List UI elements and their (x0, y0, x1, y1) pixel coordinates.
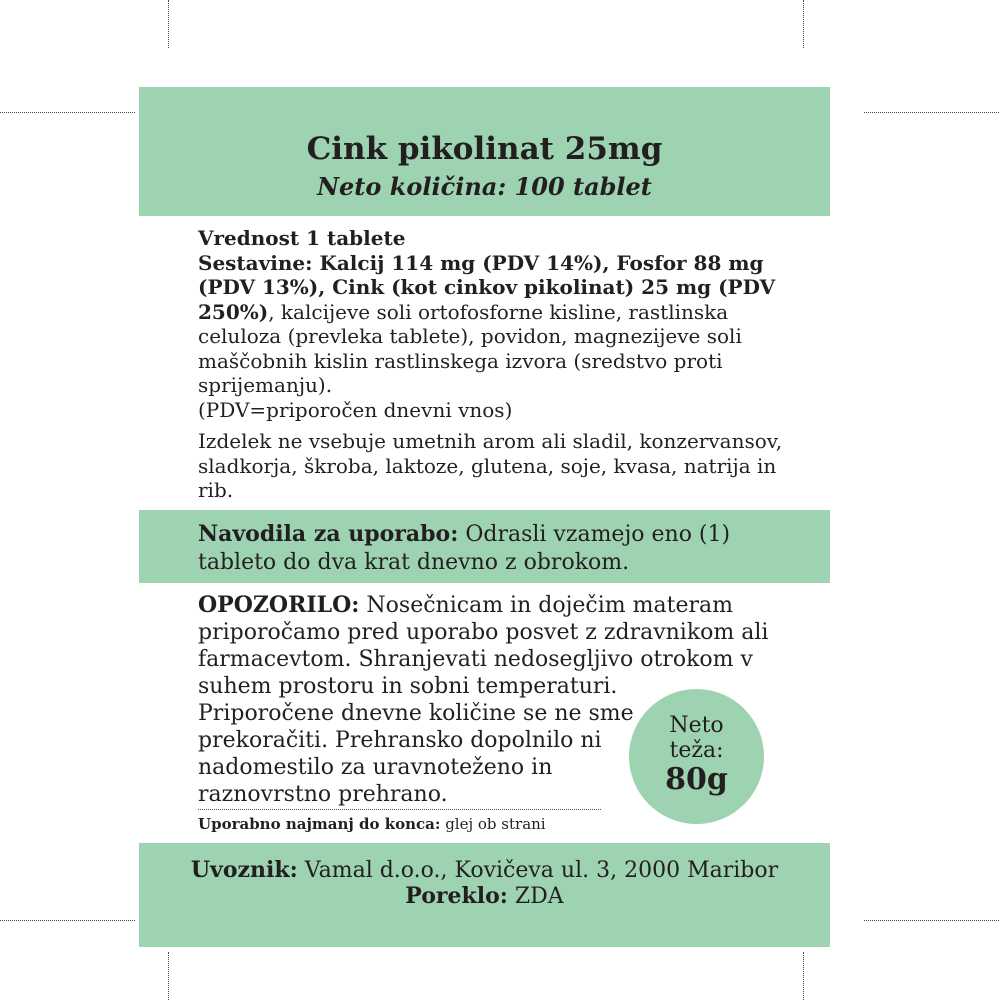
product-title: Cink pikolinat 25mg (306, 131, 663, 167)
net-weight-label-2: teža: (669, 738, 724, 763)
warning-line: OPOZORILO: Nosečnicam in doječim materam (198, 592, 733, 618)
warning-line: nadomestilo za uravnoteženo in (198, 755, 553, 780)
net-quantity: Neto količina: 100 tablet (317, 172, 652, 201)
importer-value: Vamal d.o.o., Kovičeva ul. 3, 2000 Maribor (297, 858, 779, 883)
usage-text: Odrasli vzamejo eno (1) tableto do dva krat dnevno z obrokom. (198, 522, 731, 575)
warning-line: raznovrstno prehrano. (198, 782, 448, 807)
ingredients-main: Sestavine: Kalcij 114 mg (PDV 14%), Fosfor 88 mg (PDV 13%), Cink (kot cinkov pikolinat) 25 mg (PDV 250%) (198, 250, 776, 324)
best-before (198, 814, 546, 834)
ingredients-rest: , kalcijeve soli ortofosforne kisline, rastlinska celuloza (prevleka tablete), povidon, magnezijeve soli maščobnih kislin rastlinskega izvora (sredstvo proti sprijemanju). (198, 299, 742, 397)
warning-line: priporočamo pred uporabo posvet z zdravnikom ali (198, 620, 769, 645)
best-before-label: Uporabno najmanj do konca: (198, 815, 441, 833)
warning-line: farmacevtom. Shranjevati nedosegljivo otrokom v (198, 647, 753, 672)
origin-label: Poreklo: (405, 883, 508, 909)
crop-mark-right-bottom (864, 920, 999, 921)
importer-label: Uvoznik: (190, 857, 298, 883)
net-weight-label-1: Neto (669, 713, 724, 738)
usage-instructions (198, 520, 808, 577)
free-of-statement: Izdelek ne vsebuje umetnih arom ali sladil, konzervansov, sladkorja, škroba, laktoze, glutena, soje, kvasa, natrija in rib. (198, 429, 783, 502)
composition-block (198, 226, 798, 422)
crop-mark-right-top (864, 112, 999, 113)
origin-value: ZDA (507, 884, 564, 909)
net-weight-value: 80g (665, 762, 728, 797)
value-per-tablet: Vrednost 1 tablete (198, 226, 406, 250)
warning-line: suhem prostoru in sobni temperaturi. (198, 674, 618, 699)
net-weight-badge (629, 689, 764, 824)
warning-label: OPOZORILO: (198, 592, 360, 618)
crop-mark-left-bottom (0, 920, 135, 921)
warning-line: prekoračiti. Prehransko dopolnilo ni (198, 728, 602, 753)
best-before-value: glej ob strani (440, 815, 546, 833)
importer-line (139, 857, 830, 884)
origin-line (139, 883, 830, 910)
pdv-note: (PDV=priporočen dnevni vnos) (198, 397, 513, 422)
warning-line: Priporočene dnevne količine se ne sme (198, 701, 634, 726)
usage-label: Navodila za uporabo: (198, 521, 459, 547)
crop-mark-left-top (0, 112, 135, 113)
divider (198, 809, 601, 810)
